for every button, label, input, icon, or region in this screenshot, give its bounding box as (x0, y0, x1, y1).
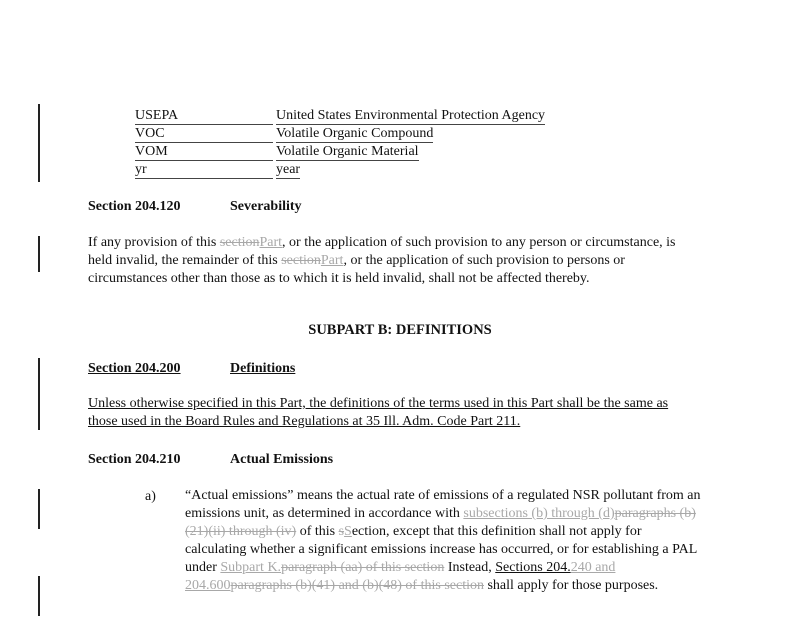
abbreviation-term: yr (135, 162, 273, 179)
section-heading (88, 452, 333, 468)
change-bar (38, 104, 40, 182)
abbreviation-definition: Volatile Organic Material (276, 144, 419, 159)
section-number: Section 204.210 (88, 452, 181, 467)
deleted-text: paragraphs (b)(41) and (b)(48) of this section (230, 578, 484, 593)
section-number: Section 204.120 (88, 199, 181, 214)
definitions-paragraph: Unless otherwise specified in this Part, the definitions of the terms used in this Part shall be the same as those used in the Board Rules and Regulations at 35 Ill. Adm. Code Part 211. (88, 396, 669, 429)
change-bar (38, 489, 40, 529)
paragraph-text: shall apply for those purposes. (483, 578, 659, 593)
section-title: Definitions (230, 361, 296, 376)
inserted-text: subsections (b) through (d) (463, 506, 615, 521)
inserted-text: Part (320, 253, 344, 268)
section-title: Severability (230, 199, 302, 214)
change-bar (38, 576, 40, 616)
change-bar (38, 236, 40, 272)
inserted-text: Subpart K. (220, 560, 282, 575)
abbreviation-definition: year (276, 162, 301, 177)
inserted-text: Part (259, 235, 283, 250)
paragraph-text: , or the application of such provision to any person or circumstance, is held invalid, the remainder of this (88, 235, 676, 268)
deleted-text: paragraphs (b)(21)(ii) through (iv) (185, 506, 696, 539)
paragraph-text: If any provision of this (88, 235, 220, 250)
inserted-text: Sections 204. (495, 560, 571, 575)
change-bar (38, 358, 40, 430)
inserted-text: S (344, 524, 352, 539)
paragraph-text: , or the application of such provision to persons or circumstances other than those as to which it is held invalid, shall not be affected thereby. (88, 253, 625, 286)
section-heading (88, 361, 295, 377)
paragraph-text: ection, except that this definition shall not apply for calculating whether a significant emissions increase has occurred, or for establishing a PAL under (185, 524, 697, 575)
abbreviation-term: USEPA (135, 108, 273, 125)
inserted-text: 240 and 204.600 (185, 560, 616, 593)
actual-emissions-paragraph (185, 487, 703, 595)
severability-paragraph (88, 234, 703, 288)
subpart-title: SUBPART B: DEFINITIONS (308, 322, 492, 338)
deleted-text: section (219, 235, 260, 250)
paragraph-text: of this (296, 524, 339, 539)
deleted-text: section (281, 253, 321, 268)
section-title: Actual Emissions (230, 452, 334, 467)
deleted-text: paragraph (aa) of this section (281, 560, 445, 575)
list-marker: a) (145, 489, 156, 504)
abbreviation-term: VOM (135, 144, 273, 161)
section-number: Section 204.200 (88, 361, 181, 376)
paragraph-text: Instead, (444, 560, 496, 575)
paragraph-text: “Actual emissions” means the actual rate of emissions of a regulated NSR pollutant from an emissions unit, as determined in accordance with (185, 488, 701, 521)
deleted-text: s (338, 524, 345, 539)
abbreviation-definition: Volatile Organic Compound (276, 126, 434, 141)
section-heading (88, 199, 302, 215)
abbreviation-definition: United States Environmental Protection Agency (276, 108, 546, 123)
abbreviation-term: VOC (135, 126, 273, 143)
